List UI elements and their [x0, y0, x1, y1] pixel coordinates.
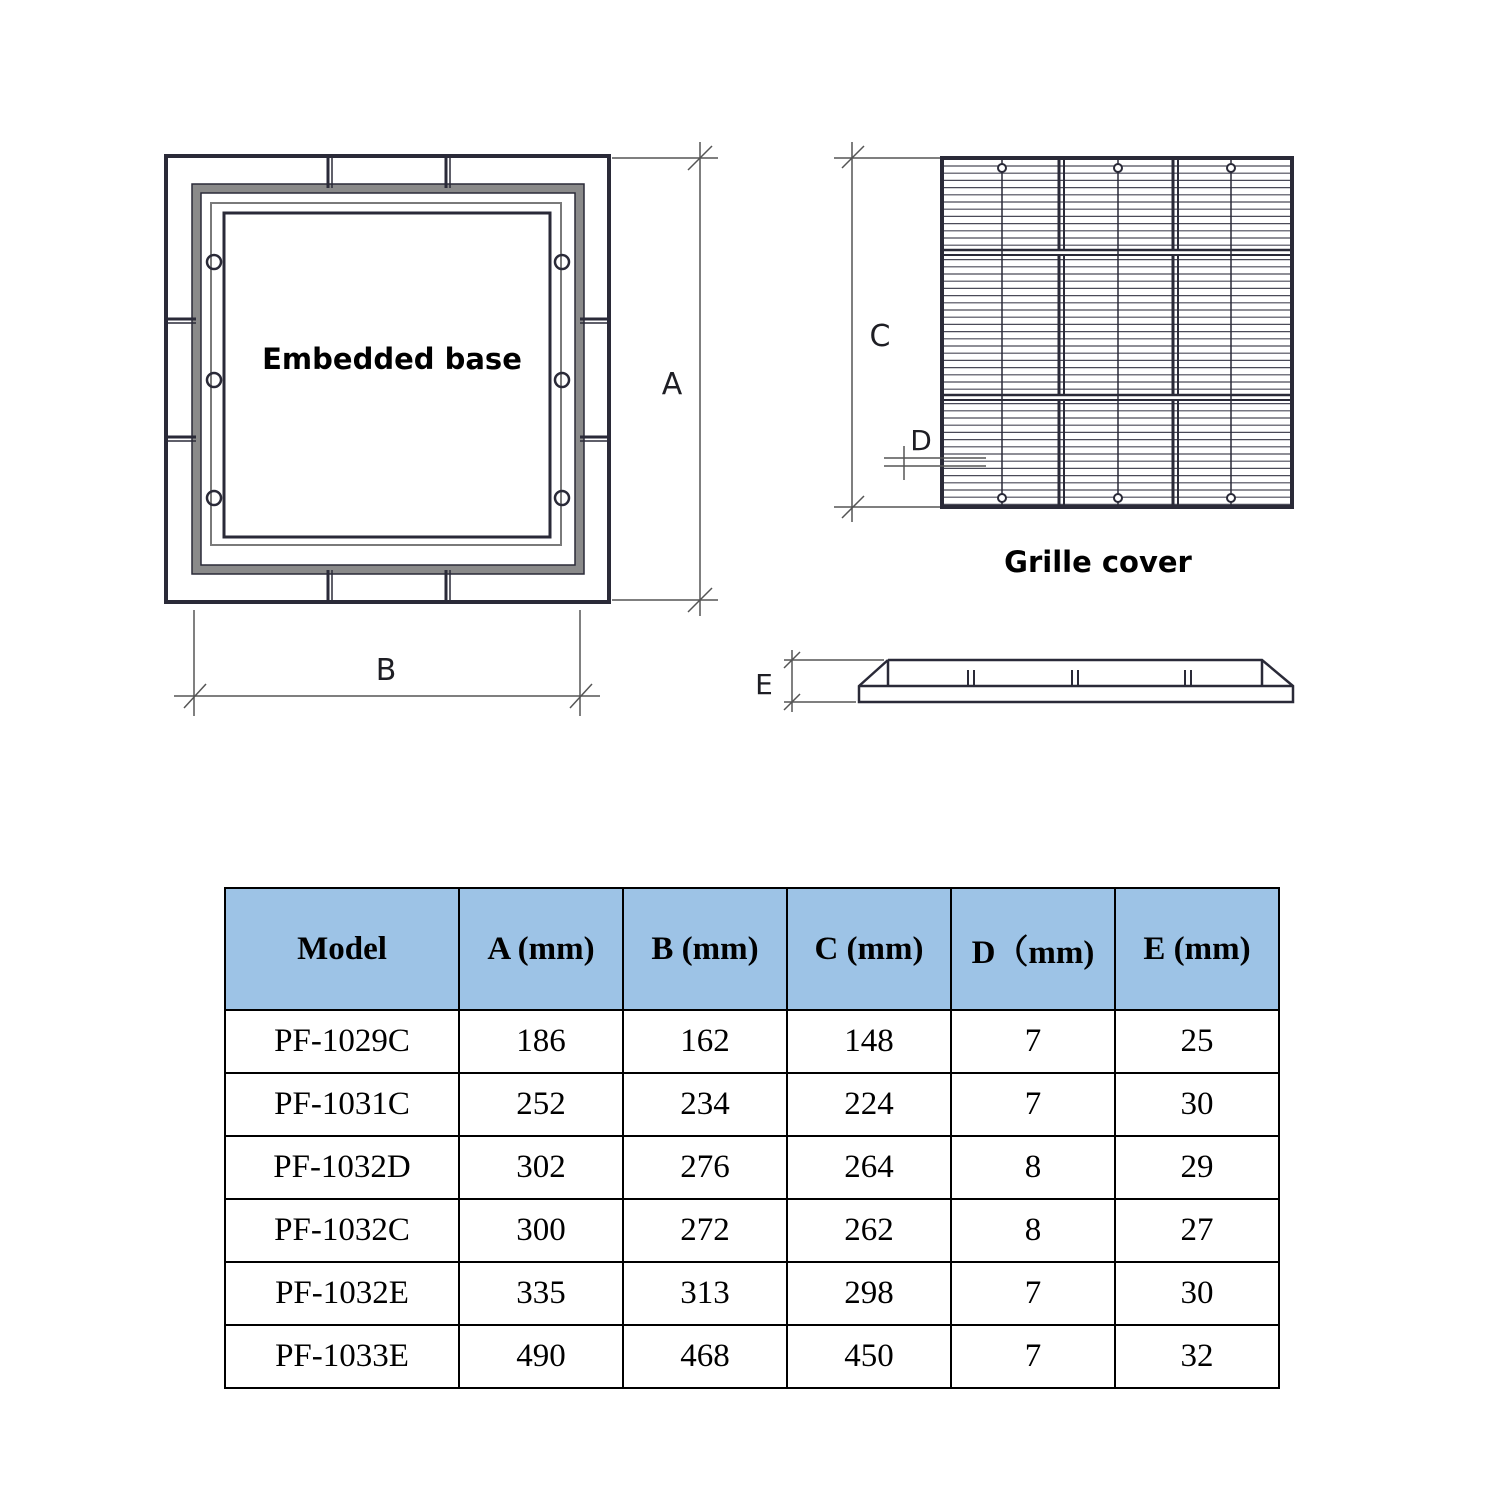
embedded-base-drawing	[166, 156, 609, 602]
grille-cover-drawing	[942, 158, 1292, 507]
cell-model: PF-1033E	[225, 1325, 459, 1388]
cell-b: 313	[623, 1262, 787, 1325]
cell-b: 276	[623, 1136, 787, 1199]
table-header-row	[225, 888, 1279, 1010]
table-row	[225, 1010, 1279, 1073]
cell-a: 302	[459, 1136, 623, 1199]
cell-e: 27	[1115, 1199, 1279, 1262]
table-row	[225, 1136, 1279, 1199]
cell-e: 30	[1115, 1262, 1279, 1325]
header-c: C (mm)	[787, 888, 951, 1010]
dimension-c-label: C	[869, 319, 891, 354]
cell-a: 490	[459, 1325, 623, 1388]
specification-table	[224, 887, 1280, 1389]
cell-a: 186	[459, 1010, 623, 1073]
cell-a: 300	[459, 1199, 623, 1262]
cell-d: 7	[951, 1262, 1115, 1325]
embedded-base-label: Embedded base	[262, 342, 522, 376]
cell-model: PF-1031C	[225, 1073, 459, 1136]
dimension-d	[884, 446, 986, 480]
cell-d: 7	[951, 1073, 1115, 1136]
dimension-d-label: D	[910, 424, 932, 457]
cell-b: 162	[623, 1010, 787, 1073]
cell-c: 298	[787, 1262, 951, 1325]
dimension-e-label: E	[755, 668, 773, 701]
cell-a: 335	[459, 1262, 623, 1325]
cell-e: 32	[1115, 1325, 1279, 1388]
table-row	[225, 1199, 1279, 1262]
cell-b: 468	[623, 1325, 787, 1388]
cell-c: 264	[787, 1136, 951, 1199]
dimension-a-label: A	[661, 367, 683, 402]
header-d: D（mm)	[951, 888, 1115, 1010]
cell-e: 30	[1115, 1073, 1279, 1136]
header-a: A (mm)	[459, 888, 623, 1010]
grille-cover-label: Grille cover	[1004, 545, 1192, 579]
table-row	[225, 1073, 1279, 1136]
table-row	[225, 1262, 1279, 1325]
cell-d: 7	[951, 1325, 1115, 1388]
cell-e: 25	[1115, 1010, 1279, 1073]
cell-model: PF-1032E	[225, 1262, 459, 1325]
cell-d: 7	[951, 1010, 1115, 1073]
cell-b: 272	[623, 1199, 787, 1262]
cell-c: 450	[787, 1325, 951, 1388]
header-model: Model	[225, 888, 459, 1010]
table-row	[225, 1325, 1279, 1388]
cell-d: 8	[951, 1199, 1115, 1262]
cell-b: 234	[623, 1073, 787, 1136]
header-b: B (mm)	[623, 888, 787, 1010]
cell-model: PF-1032D	[225, 1136, 459, 1199]
dimension-b-label: B	[375, 653, 397, 688]
cell-c: 148	[787, 1010, 951, 1073]
cell-d: 8	[951, 1136, 1115, 1199]
header-e: E (mm)	[1115, 888, 1279, 1010]
side-profile-drawing	[859, 660, 1293, 702]
grille-cover-frame	[942, 158, 1292, 507]
cell-a: 252	[459, 1073, 623, 1136]
cell-c: 262	[787, 1199, 951, 1262]
cell-c: 224	[787, 1073, 951, 1136]
embedded-base-outer-frame	[166, 156, 609, 602]
cell-model: PF-1029C	[225, 1010, 459, 1073]
embedded-base-rim	[196, 188, 580, 570]
cell-model: PF-1032C	[225, 1199, 459, 1262]
cell-e: 29	[1115, 1136, 1279, 1199]
